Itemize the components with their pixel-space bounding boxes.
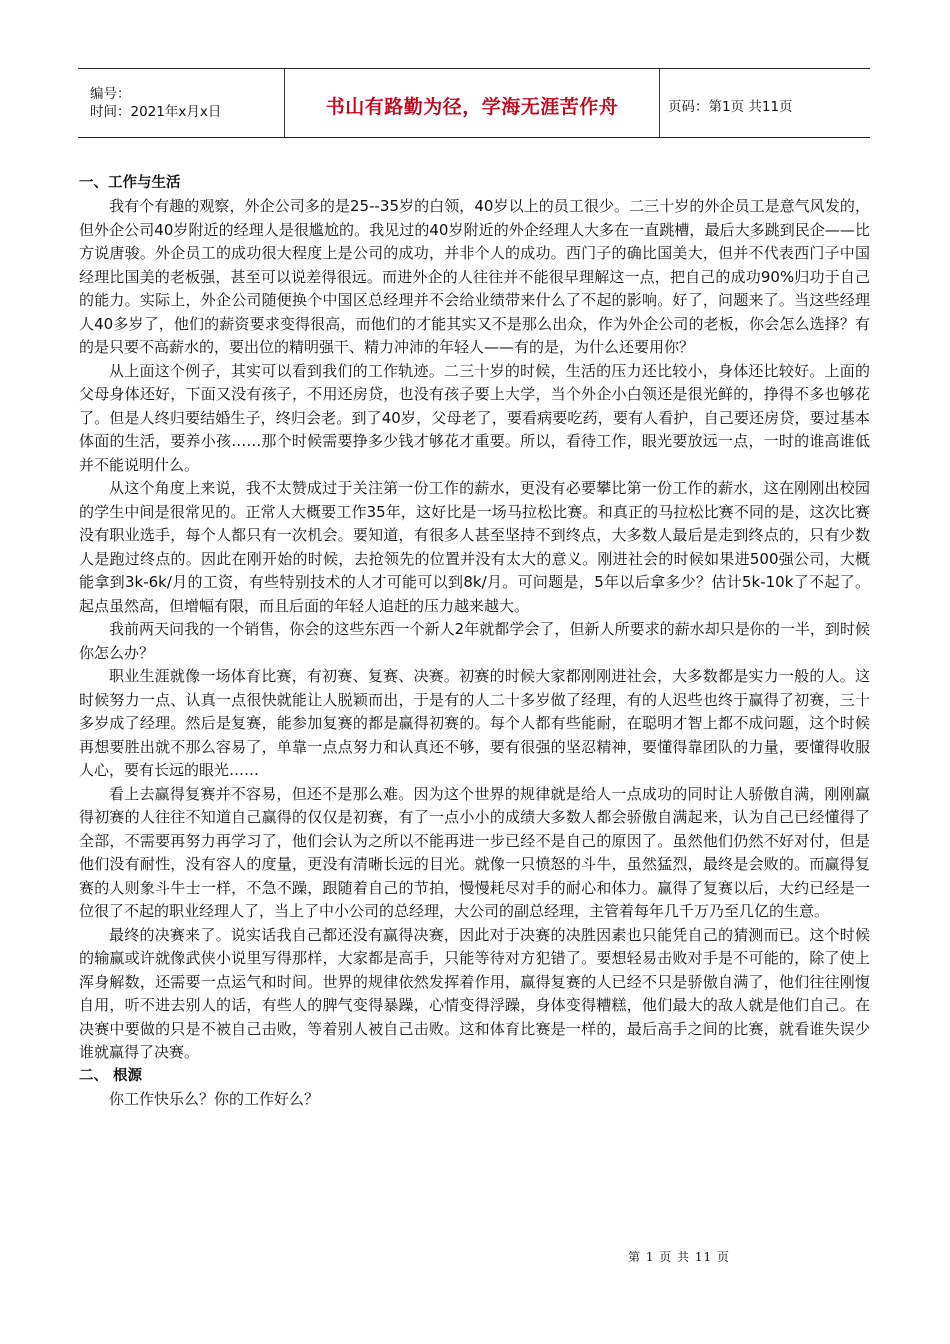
motto-text: 书山有路勤为径，学海无涯苦作舟: [325, 95, 619, 118]
time-label: 时间：2021年x月x日: [90, 104, 222, 120]
header-meta: [78, 69, 284, 137]
page-footer: 第 1 页 共 11 页: [628, 1250, 730, 1264]
section-heading-work-life: 一、工作与生活: [79, 175, 181, 191]
paragraph: 最终的决赛来了。说实话我自己都还没有赢得决赛，因此对于决赛的决胜因素也只能凭自己的猜测而已。这个时候的输赢或许就像武侠小说里写得那样，大家都是高手，只能等待对方犯错了。要想轻易击败对手是不可能的，除了使上浑身解数，还需要一点运气和时间。世界的规律依然发挥着作用，赢得复赛的人已经不只是骄傲自满了，他们往往刚愎自用，听不进去别人的话，有些人的脾气变得暴躁，心情变得浮躁，身体变得糟糕，他们最大的敌人就是他们自己。在决赛中要做的只是不被自己击败，等着别人被自己击败。这和体育比赛是一样的，最后高手之间的比赛，就看谁失误少谁就赢得了决赛。: [79, 925, 870, 1061]
header-page-info: [660, 69, 870, 137]
paragraph: 你工作快乐么？你的工作好么？: [109, 1089, 320, 1108]
paragraph: 看上去赢得复赛并不容易，但还不是那么难。因为这个世界的规律就是给人一点成功的同时让人骄傲自满，刚刚赢得初赛的人往往不知道自己赢得的仅仅是初赛，有了一点小小的成绩大多数人都会骄傲自满起来，认为自己已经懂得了全部，不需要再努力再学习了，他们会认为之所以不能再进一步已经不是自己的原因了。虽然他们仍然不好对付，但是他们没有耐性，没有容人的度量，更没有清晰长远的目光。就像一只愤怒的斗牛，虽然猛烈，最终是会败的。而赢得复赛的人则象斗牛士一样，不急不躁，跟随着自己的节拍，慢慢耗尽对手的耐心和体力。赢得了复赛以后，大约已经是一位很了不起的职业经理人了，当上了中小公司的总经理，大公司的副总经理，主管着每年几千万乃至几亿的生意。: [79, 784, 870, 920]
document-body: [79, 172, 870, 1111]
paragraph: 从这个角度上来说，我不太赞成过于关注第一份工作的薪水，更没有必要攀比第一份工作的薪水，这在刚刚出校园的学生中间是很常见的。正常人大概要工作35年，这好比是一场马拉松比赛。和真正的马拉松比赛不同的是，这次比赛没有职业选手，每个人都只有一次机会。要知道，有很多人甚至坚持不到终点，大多数人最后是走到终点的，只有少数人是跑过终点的。因此在刚开始的时候，去抢领先的位置并没有太大的意义。刚进社会的时候如果进500强公司，大概能拿到3k-6k/月的工资，有些特别技术的人才可能可以到8k/月。可问题是，5年以后拿多少？估计5k-10k了不起了。起点虽然高，但增幅有限，而且后面的年轻人追赶的压力越来越大。: [79, 479, 870, 615]
document-header: [78, 68, 870, 138]
paragraph: 从上面这个例子，其实可以看到我们的工作轨迹。二三十岁的时候，生活的压力还比较小，身体还比较好。上面的父母身体还好，下面又没有孩子，不用还房贷，也没有孩子要上大学，当个外企小白领还是很光鲜的，挣得不多也够花了。但是人终归要结婚生子，终归会老。到了40岁，父母老了，要看病要吃药，要有人看护，自己要还房贷，要过基本体面的生活，要养小孩……那个时候需要挣多少钱才够花才重要。所以，看待工作，眼光要放远一点，一时的谁高谁低并不能说明什么。: [79, 361, 870, 474]
header-motto: [284, 69, 660, 137]
number-label: 编号：: [90, 86, 131, 102]
paragraph: 职业生涯就像一场体育比赛，有初赛、复赛、决赛。初赛的时候大家都刚刚进社会，大多数都是实力一般的人。这时候努力一点、认真一点很快就能让人脱颖而出，于是有的人二十多岁做了经理，有的人迟些也终于赢得了初赛，三十多岁成了经理。然后是复赛，能参加复赛的都是赢得初赛的。每个人都有些能耐，在聪明才智上都不成问题，这个时候再想要胜出就不那么容易了，单靠一点点努力和认真还不够，要有很强的坚忍精神，要懂得靠团队的力量，要懂得收服人心，要有长远的眼光……: [79, 667, 870, 779]
paragraph: 我前两天问我的一个销售，你会的这些东西一个新人2年就都学会了，但新人所要求的薪水却只是你的一半，到时候你怎么办？: [79, 620, 870, 662]
section-heading-root: 二、 根源: [79, 1067, 143, 1084]
paragraph: 我有个有趣的观察，外企公司多的是25--35岁的白领，40岁以上的员工很少。二三十岁的外企员工是意气风发的，但外企公司40岁附近的经理人是很尴尬的。我见过的40岁附近的外企经理人大多在一直跳槽，最后大多跳到民企——比方说唐骏。外企员工的成功很大程度上是公司的成功，并非个人的成功。西门子的确比国美大，但并不代表西门子中国经理比国美的老板强，甚至可以说差得很远。而进外企的人往往并不能很早理解这一点，把自己的成功90%归功于自己的能力。实际上，外企公司随便换个中国区总经理并不会给业绩带来什么了不起的影响。好了，问题来了。当这些经理人40多岁了，他们的薪资要求变得很高，而他们的才能其实又不是那么出众，作为外企公司的老板，你会怎么选择？有的是只要不高薪水的，要出位的精明强干、精力冲沛的年轻人——有的是，为什么还要用你？: [79, 197, 870, 356]
page-label: 页码：第1页 共11页: [668, 99, 793, 115]
